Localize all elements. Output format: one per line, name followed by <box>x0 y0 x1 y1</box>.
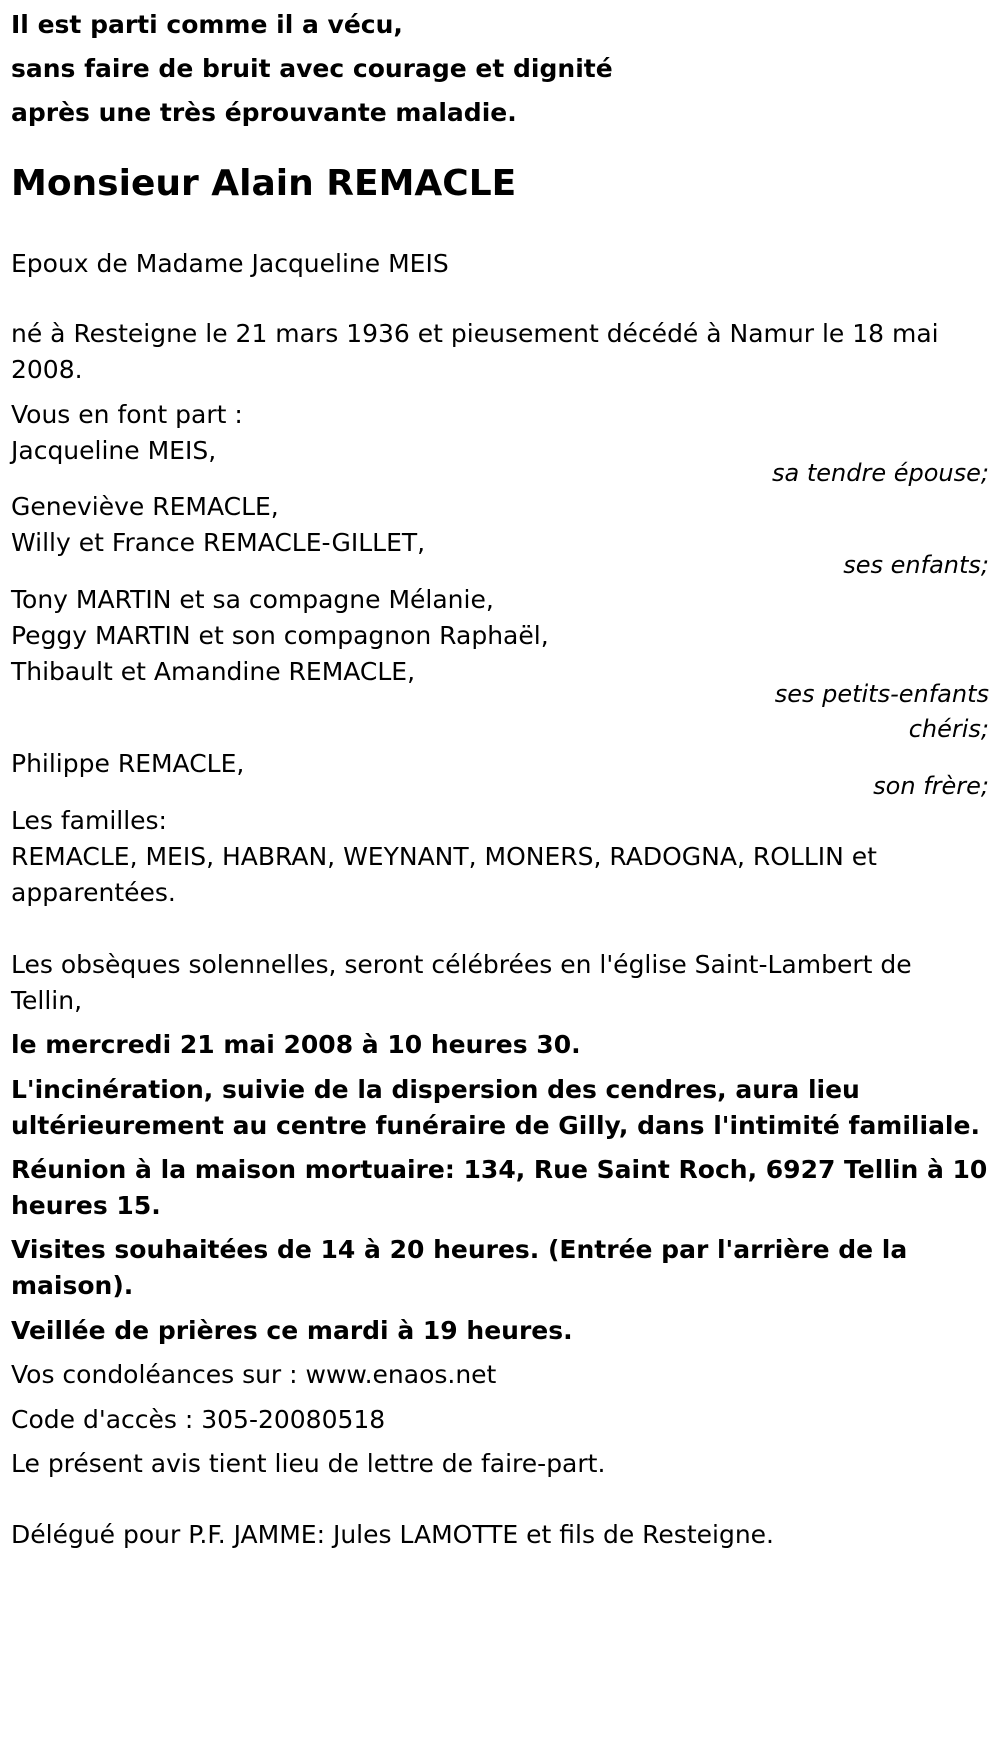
families-line-2: apparentées. <box>11 878 176 907</box>
birth-line-2: 2008. <box>11 355 83 384</box>
brother-relation: son frère; <box>873 772 989 800</box>
grandchild-name-3: Thibault et Amandine REMACLE, <box>11 657 416 686</box>
grandchildren-relation-2: chéris; <box>908 715 989 743</box>
access-code-line: Code d'accès : 305-20080518 <box>11 1405 386 1434</box>
notice-line: Le présent avis tient lieu de lettre de faire-part. <box>11 1449 606 1478</box>
condolences-line: Vos condoléances sur : www.enaos.net <box>11 1360 497 1389</box>
child-name-2: Willy et France REMACLE-GILLET, <box>11 528 426 557</box>
visits-line-1: Visites souhaitées de 14 à 20 heures. (Entrée par l'arrière de la <box>11 1235 908 1264</box>
intro-line-3: après une très éprouvante maladie. <box>11 98 517 127</box>
funeral-date: le mercredi 21 mai 2008 à 10 heures 30. <box>11 1030 581 1059</box>
children-relation: ses enfants; <box>843 551 989 579</box>
delegate-line: Délégué pour P.F. JAMME: Jules LAMOTTE et fils de Resteigne. <box>11 1520 774 1549</box>
meeting-line-1: Réunion à la maison mortuaire: 134, Rue Saint Roch, 6927 Tellin à 10 <box>11 1155 988 1184</box>
announcers-label: Vous en font part : <box>11 400 243 429</box>
grandchildren-relation-1: ses petits-enfants <box>774 680 989 708</box>
brother-name: Philippe REMACLE, <box>11 749 245 778</box>
child-name-1: Geneviève REMACLE, <box>11 492 279 521</box>
spouse-name: Jacqueline MEIS, <box>11 436 217 465</box>
intro-line-1: Il est parti comme il a vécu, <box>11 10 403 39</box>
grandchild-name-2: Peggy MARTIN et son compagnon Raphaël, <box>11 621 549 650</box>
families-line-1: REMACLE, MEIS, HABRAN, WEYNANT, MONERS, RADOGNA, ROLLIN et <box>11 842 877 871</box>
meeting-line-2: heures 15. <box>11 1191 161 1220</box>
spouse-line: Epoux de Madame Jacqueline MEIS <box>11 249 449 278</box>
deceased-name: Monsieur Alain REMACLE <box>11 163 517 204</box>
intro-line-2: sans faire de bruit avec courage et dignité <box>11 54 613 83</box>
visits-line-2: maison). <box>11 1271 134 1300</box>
cremation-line-1: L'incinération, suivie de la dispersion des cendres, aura lieu <box>11 1075 860 1104</box>
cremation-line-2: ultérieurement au centre funéraire de Gilly, dans l'intimité familiale. <box>11 1111 980 1140</box>
vigil-line: Veillée de prières ce mardi à 19 heures. <box>11 1316 573 1345</box>
funeral-line-2: Tellin, <box>11 986 83 1015</box>
grandchild-name-1: Tony MARTIN et sa compagne Mélanie, <box>11 585 494 614</box>
funeral-line-1: Les obsèques solennelles, seront célébrées en l'église Saint-Lambert de <box>11 950 912 979</box>
families-label: Les familles: <box>11 806 167 835</box>
spouse-relation: sa tendre épouse; <box>772 459 989 487</box>
birth-line-1: né à Resteigne le 21 mars 1936 et pieusement décédé à Namur le 18 mai <box>11 319 939 348</box>
